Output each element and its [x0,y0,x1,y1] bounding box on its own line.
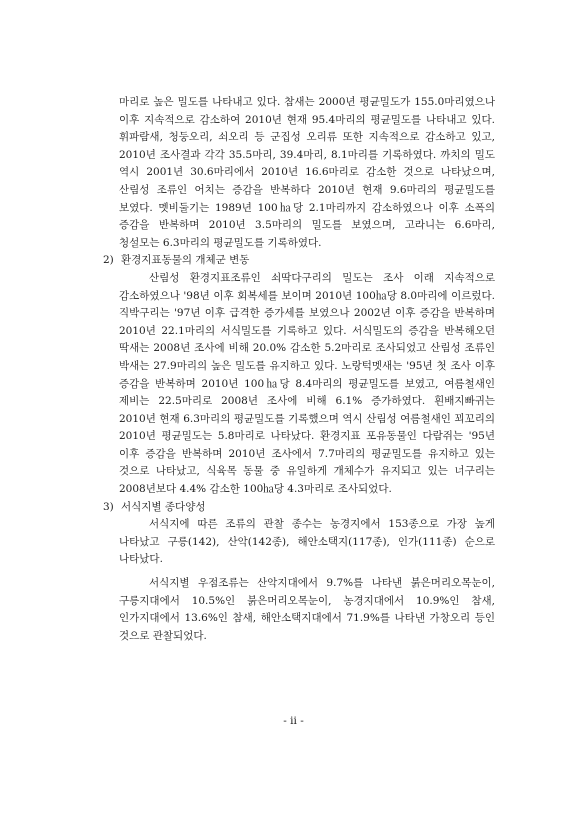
section-number: 2) [103,254,114,267]
page-number: - ii - [283,715,304,727]
section-heading-habitat-diversity [103,499,495,517]
section-title: 서식지별 종다양성 [121,500,206,513]
paragraph-species-count: 서식지에 따른 조류의 관찰 종수는 농경지에서 153종으로 가장 높게 나타났고 구릉(142), 산악(142종), 해안소택지(117종), 인가(111종) 순으로 나타났다. [119,518,495,566]
paragraph-indicator-animals: 산림성 환경지표조류인 쇠딱다구리의 밀도는 조사 이래 지속적으로 감소하였으나 '98년 이후 회복세를 보이며 2010년 100㏊당 8.0마리에 이르렀다. 직박구리는 '97년 이후 급격한 증가세를 보였으나 2002년 이후 증감을 반복하며 2010년 22.1마리의 서식밀도를 기록하고 있다. 서식밀도의 증감을 반복해오던 딱새는 2008년 조사에 비해 20.0% 감소한 5.2마리로 조사되었고 산림성 조류인 박새는 27.9마리의 높은 밀도를 유지하고 있다. 노랑턱멧새는 '95년 첫 조사 이후 증감을 반복하며 2010년 100㏊당 8.4마리의 평균밀도를 보였고, 여름철새인 제비는 22.5마리로 2008년 조사에 비해 6.1% 증가하였다. 흰배지빠귀는 2010년 현재 6.3마리의 평균밀도를 기록했으며 역시 산림성 여름철새인 꾀꼬리의 2010년 평균밀도는 5.8마리로 나타났다. 환경지표 포유동물인 다람쥐는 '95년 이후 증감을 반복하며 2010년 조사에서 7.7마리의 평균밀도를 유지하고 있는 것으로 나타났고, 식육목 동물 중 유일하게 개체수가 유지되고 있는 너구리는 2008년보다 4.4% 감소한 100㏊당 4.3마리로 조사되었다. [119,271,495,496]
section-heading-indicator-animals [103,252,495,270]
section-number: 3) [103,500,114,513]
section-title: 환경지표동물의 개체군 변동 [121,254,250,267]
paragraph-bird-density: 마리로 높은 밀도를 나타내고 있다. 참새는 2000년 평균밀도가 155.0마리였으나 이후 지속적으로 감소하여 2010년 현재 95.4마리의 평균밀도를 나타내고 있다. 휘파람새, 청둥오리, 쇠오리 등 군집성 오리류 또한 지속적으로 감소하고 있고, 2010년 조사결과 각각 35.5마리, 39.4마리, 8.1마리를 기록하였다. 까치의 밀도 역시 2001년 30.6마리에서 2010년 16.6마리로 감소한 것으로 나타났으며, 산림성 조류인 어치는 증감을 반복하다 2010년 현재 9.6마리의 평균밀도를 보였다. 멧비둘기는 1989년 100㏊당 2.1마리까지 감소하였으나 이후 소폭의 증감을 반복하며 2010년 3.5마리의 밀도를 보였으며, 고라니는 6.6마리, 청설모는 6.3마리의 평균밀도를 기록하였다. [119,96,495,249]
document-page [103,94,495,645]
paragraph-dominant-species: 서식지별 우점조류는 산악지대에서 9.7%를 나타낸 붉은머리오목눈이, 구릉지대에서 10.5%인 붉은머리오목눈이, 농경지대에서 10.9%인 참새, 인가지대에서 13.6%인 참새, 해안소택지대에서 71.9%를 나타낸 가창오리 등인 것으로 관찰되었다. [119,577,495,642]
